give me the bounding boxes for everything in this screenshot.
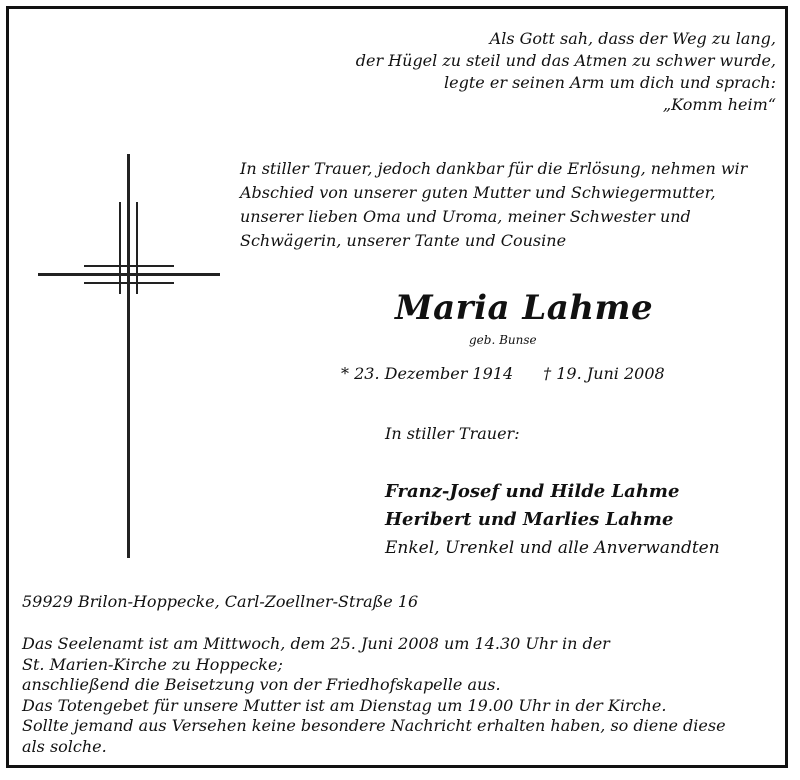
notice-line: als solche.	[22, 736, 107, 756]
poem-line: der Hügel zu steil und das Atmen zu schwer wurde,	[355, 51, 776, 70]
notice-line: St. Marien-Kirche zu Hoppecke;	[22, 654, 283, 674]
intro-line: Abschied von unserer guten Mutter und Schwiegermutter,	[240, 183, 716, 202]
notice-line: Das Totengebet für unsere Mutter ist am Dienstag um 19.00 Uhr in der Kirche.	[22, 695, 667, 715]
life-dates	[341, 364, 665, 383]
relatives-line: Enkel, Urenkel und alle Anverwandten	[385, 538, 720, 558]
address: 59929 Brilon-Hoppecke, Carl-Zoellner-Straße 16	[22, 592, 419, 611]
intro-line: In stiller Trauer, jedoch dankbar für die Erlösung, nehmen wir	[240, 159, 748, 178]
cross-icon	[38, 154, 220, 558]
poem-line: Als Gott sah, dass der Weg zu lang,	[489, 29, 776, 48]
mourning-intro	[240, 157, 780, 253]
maiden-name: geb. Bunse	[469, 333, 537, 347]
intro-line: unserer lieben Oma und Uroma, meiner Schwester und	[240, 207, 691, 226]
family-name: Heribert und Marlies Lahme	[385, 509, 674, 530]
family-name: Franz-Josef und Hilde Lahme	[385, 481, 680, 502]
service-notice	[22, 634, 782, 757]
mourners-label: In stiller Trauer:	[385, 424, 520, 443]
death-date: † 19. Juni 2008	[543, 364, 665, 383]
mourners-list	[385, 478, 720, 562]
poem-line: „Komm heim“	[662, 95, 776, 114]
notice-line: Das Seelenamt ist am Mittwoch, dem 25. Juni 2008 um 14.30 Uhr in der	[22, 634, 610, 653]
poem-line: legte er seinen Arm um dich und sprach:	[444, 73, 776, 92]
notice-line: anschließend die Beisetzung von der Friedhofskapelle aus.	[22, 675, 501, 694]
intro-line: Schwägerin, unserer Tante und Cousine	[240, 231, 567, 250]
notice-line: Sollte jemand aus Versehen keine besondere Nachricht erhalten haben, so diene diese	[22, 716, 726, 735]
birth-date: * 23. Dezember 1914	[341, 364, 514, 383]
poem	[356, 28, 776, 116]
deceased-name: Maria Lahme	[395, 288, 654, 328]
